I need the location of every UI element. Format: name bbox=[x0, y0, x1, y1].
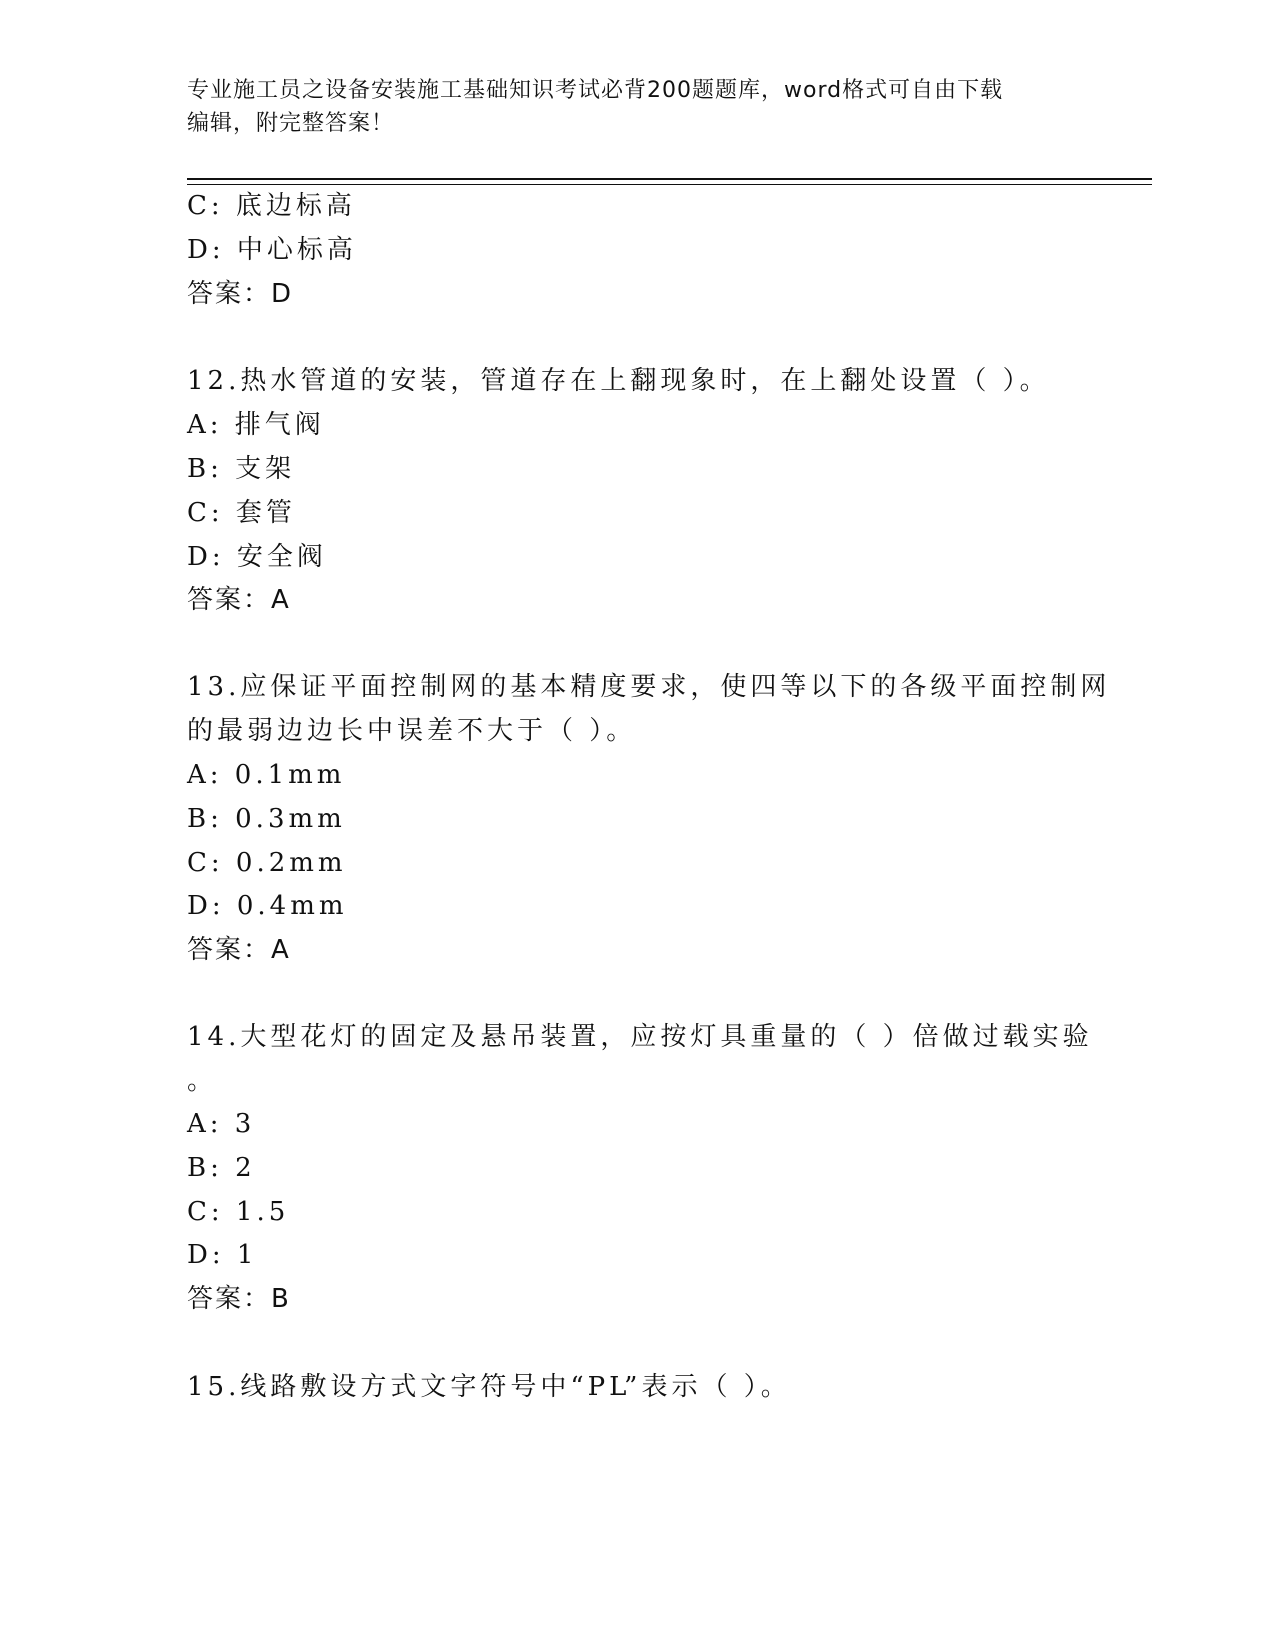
q11-option-d: D: 中心标高 bbox=[187, 235, 357, 265]
q15-stem: 15.线路敷设方式文字符号中“PL”表示（ ）。 bbox=[187, 1372, 791, 1402]
q12-answer: 答案：A bbox=[187, 585, 291, 615]
q13-option-b: B: 0.3mm bbox=[187, 804, 346, 834]
q13-stem-line-2: 的最弱边边长中误差不大于（ ）。 bbox=[187, 716, 637, 746]
q11-option-c: C: 底边标高 bbox=[187, 191, 356, 221]
header-rule-thin bbox=[187, 184, 1152, 185]
q13-stem-line-1: 13.应保证平面控制网的基本精度要求，使四等以下的各级平面控制网 bbox=[187, 672, 1111, 702]
q13-option-a: A: 0.1mm bbox=[187, 760, 346, 790]
q14-answer: 答案：B bbox=[187, 1284, 291, 1314]
header-rule-thick bbox=[187, 178, 1152, 180]
q13-option-d: D: 0.4mm bbox=[187, 891, 348, 921]
q12-option-c: C: 套管 bbox=[187, 498, 296, 528]
q11-answer: 答案：D bbox=[187, 279, 294, 309]
document-header bbox=[187, 74, 1087, 140]
q14-stem-line-1: 14.大型花灯的固定及悬吊装置，应按灯具重量的（ ）倍做过载实验 bbox=[187, 1022, 1093, 1052]
q14-option-d: D: 1 bbox=[187, 1240, 258, 1270]
header-title-line-2: 编辑，附完整答案！ bbox=[187, 111, 395, 136]
q14-option-c: C: 1.5 bbox=[187, 1197, 290, 1227]
q14-option-b: B: 2 bbox=[187, 1153, 256, 1183]
q12-option-d: D: 安全阀 bbox=[187, 542, 327, 572]
q12-option-a: A: 排气阀 bbox=[187, 410, 325, 440]
q14-stem-line-2: 。 bbox=[187, 1066, 218, 1096]
q12-stem: 12.热水管道的安装，管道存在上翻现象时，在上翻处设置（ ）。 bbox=[187, 366, 1050, 396]
q12-option-b: B: 支架 bbox=[187, 454, 296, 484]
q13-option-c: C: 0.2mm bbox=[187, 848, 347, 878]
q14-option-a: A: 3 bbox=[187, 1109, 256, 1139]
q13-answer: 答案：A bbox=[187, 935, 291, 965]
header-title-line-1: 专业施工员之设备安装施工基础知识考试必背200题题库，word格式可自由下载 bbox=[187, 78, 1004, 103]
